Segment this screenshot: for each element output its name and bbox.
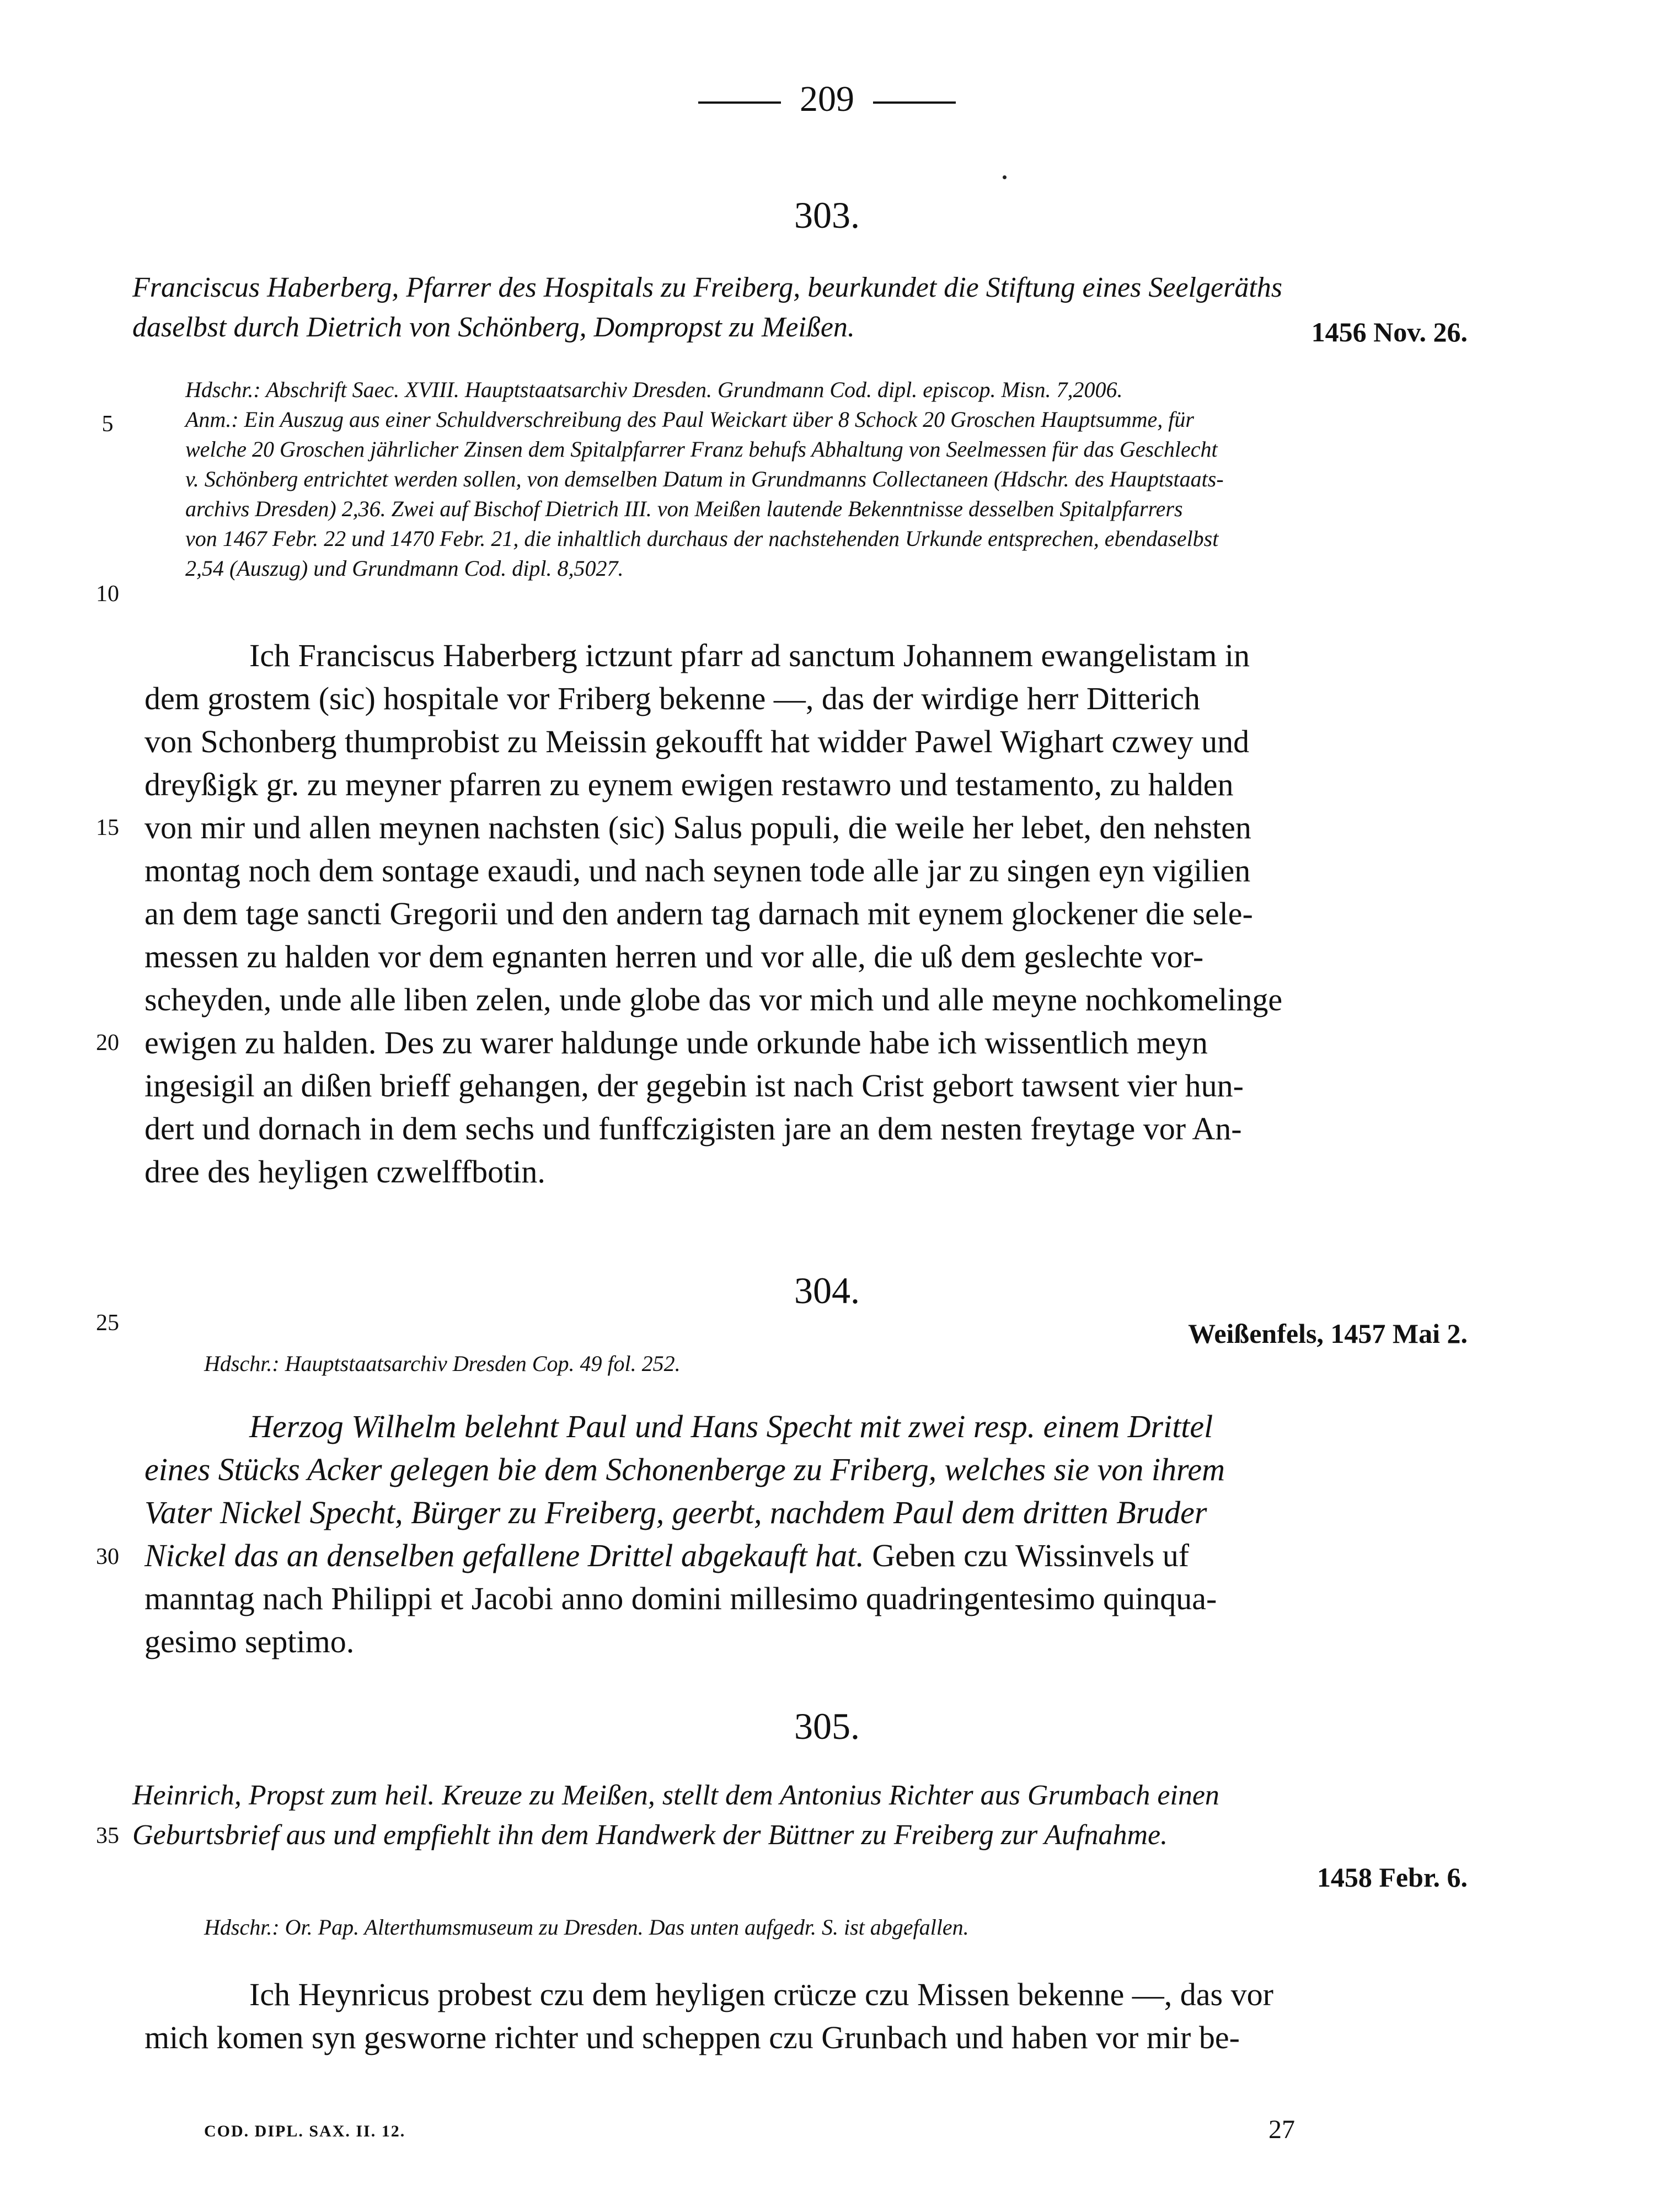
line-number: 10 (96, 581, 119, 607)
regest-305-line-1: Heinrich, Propst zum heil. Kreuze zu Meißen, stellt dem Antonius Richter aus Grumbach einen (132, 1780, 1219, 1811)
text-303-line: dreyßigk gr. zu meyner pfarren zu eynem ewigen restawro und testamento, zu halden (144, 767, 1234, 802)
text-304-line: manntag nach Philippi et Jacobi anno domini millesimo quadringentesimo quinqua- (144, 1581, 1217, 1616)
page-number-text: 209 (800, 79, 854, 119)
line-number: 20 (96, 1030, 119, 1056)
rule-right (873, 101, 956, 104)
text-303-line: dree des heyligen czwelffbotin. (144, 1154, 545, 1190)
date-305: 1458 Febr. 6. (1316, 1862, 1468, 1893)
text-303-line: von Schonberg thumprobist zu Meissin gekoufft hat widder Pawel Wighart czwey und (144, 724, 1250, 759)
text-303-line: dert und dornach in dem sechs und funffczigisten jare an dem nesten freytage vor An- (144, 1111, 1242, 1147)
document-number-305: 305. (794, 1705, 860, 1747)
text-303-line: messen zu halden vor dem egnanten herren und vor alle, die uß dem geslechte vor- (144, 939, 1204, 974)
footer-signature: COD. DIPL. SAX. II. 12. (204, 2122, 406, 2140)
footer-sheet-number: 27 (1268, 2115, 1295, 2144)
line-number: 30 (96, 1544, 119, 1570)
text-303-line: montag noch dem sontage exaudi, und nach seynen tode alle jar zu singen eyn vigilien (144, 853, 1251, 888)
text-305-line: mich komen syn gesworne richter und scheppen czu Grunbach und haben vor mir be- (144, 2020, 1240, 2055)
note-303-line: von 1467 Febr. 22 und 1470 Febr. 21, die inhaltlich durchaus der nachstehenden Urkunde entsprechen, ebendaselbst (185, 526, 1219, 551)
note-303-line: 2,54 (Auszug) und Grundmann Cod. dipl. 8,5027. (185, 556, 624, 581)
note-304: Hdschr.: Hauptstaatsarchiv Dresden Cop. 49 fol. 252. (204, 1351, 681, 1376)
text-304-line: gesimo septimo. (144, 1624, 355, 1659)
text-303-line: ewigen zu halden. Des zu warer haldunge unde orkunde habe ich wissentlich meyn (144, 1025, 1208, 1061)
text-303-line: ingesigil an dißen brieff gehangen, der gegebin ist nach Crist gebort tawsent vier hun- (144, 1068, 1244, 1104)
text-304-line: Herzog Wilhelm belehnt Paul und Hans Specht mit zwei resp. einem Drittel (249, 1408, 1213, 1444)
line-number: 25 (96, 1310, 119, 1336)
line-number: 15 (96, 815, 119, 840)
print-speck (1003, 175, 1007, 179)
text-304-line (144, 1534, 1468, 1577)
page-number (0, 77, 1654, 121)
text-304-segment: Geben czu Wissinvels uf (864, 1538, 1190, 1573)
regest-303-line-1: Franciscus Haberberg, Pfarrer des Hospitals zu Freiberg, beurkundet die Stiftung eines Seelgeräths (132, 272, 1283, 303)
rule-left (698, 101, 781, 104)
text-303-line: dem grostem (sic) hospitale vor Friberg bekenne —, das der wirdige herr Ditterich (144, 681, 1200, 716)
note-303-line: v. Schönberg entrichtet werden sollen, von demselben Datum in Grundmanns Collectaneen (Hdschr. des Hauptstaats- (185, 467, 1224, 491)
text-304-segment: Nickel das an denselben gefallene Drittel abgekauft hat. (144, 1538, 864, 1573)
text-303-line: scheyden, unde alle liben zelen, unde globe das vor mich und alle meyne nochkomelinge (144, 982, 1283, 1017)
document-number-303: 303. (794, 194, 860, 236)
regest-303-line-2: daselbst durch Dietrich von Schönberg, Dompropst zu Meißen. (132, 312, 855, 343)
date-303: 1456 Nov. 26. (1311, 317, 1468, 347)
text-304-line (144, 1448, 1468, 1491)
note-305: Hdschr.: Or. Pap. Alterthumsmuseum zu Dresden. Das unten aufgedr. S. ist abgefallen. (204, 1915, 969, 1940)
note-303-line: archivs Dresden) 2,36. Zwei auf Bischof Dietrich III. von Meißen lautende Bekenntnisse desselben Spitalpfarrers (185, 496, 1183, 521)
note-303-line: welche 20 Groschen jährlicher Zinsen dem Spitalpfarrer Franz behufs Abhaltung von Seelmessen für das Geschlecht (185, 437, 1218, 462)
note-303-line: Hdschr.: Abschrift Saec. XVIII. Hauptstaatsarchiv Dresden. Grundmann Cod. dipl. episcop. Misn. 7,2006. (185, 377, 1123, 402)
text-303-line: an dem tage sancti Gregorii und den andern tag darnach mit eynem glockener die sele- (144, 896, 1253, 931)
line-number: 5 (101, 411, 114, 437)
line-number: 35 (96, 1823, 119, 1849)
document-number-304: 304. (794, 1270, 860, 1311)
text-303-line: Ich Franciscus Haberberg ictzunt pfarr ad sanctum Johannem ewangelistam in (249, 638, 1250, 673)
date-304: Weißenfels, 1457 Mai 2. (1188, 1318, 1468, 1349)
regest-305-line-2: Geburtsbrief aus und empfiehlt ihn dem Handwerk der Büttner zu Freiberg zur Aufnahme. (132, 1819, 1168, 1851)
text-304-segment: eines Stücks Acker gelegen bie dem Schonenberge zu Friberg, welches sie von ihrem (144, 1452, 1225, 1487)
text-304-line: Vater Nickel Specht, Bürger zu Freiberg, geerbt, nachdem Paul dem dritten Bruder (144, 1495, 1207, 1530)
text-305-line: Ich Heynricus probest czu dem heyligen crücze czu Missen bekenne —, das vor (249, 1977, 1273, 2012)
text-303-line: von mir und allen meynen nachsten (sic) Salus populi, die weile her lebet, den nehsten (144, 810, 1251, 845)
note-303-line: Anm.: Ein Auszug aus einer Schuldverschreibung des Paul Weickart über 8 Schock 20 Groschen Hauptsumme, für (185, 407, 1194, 432)
